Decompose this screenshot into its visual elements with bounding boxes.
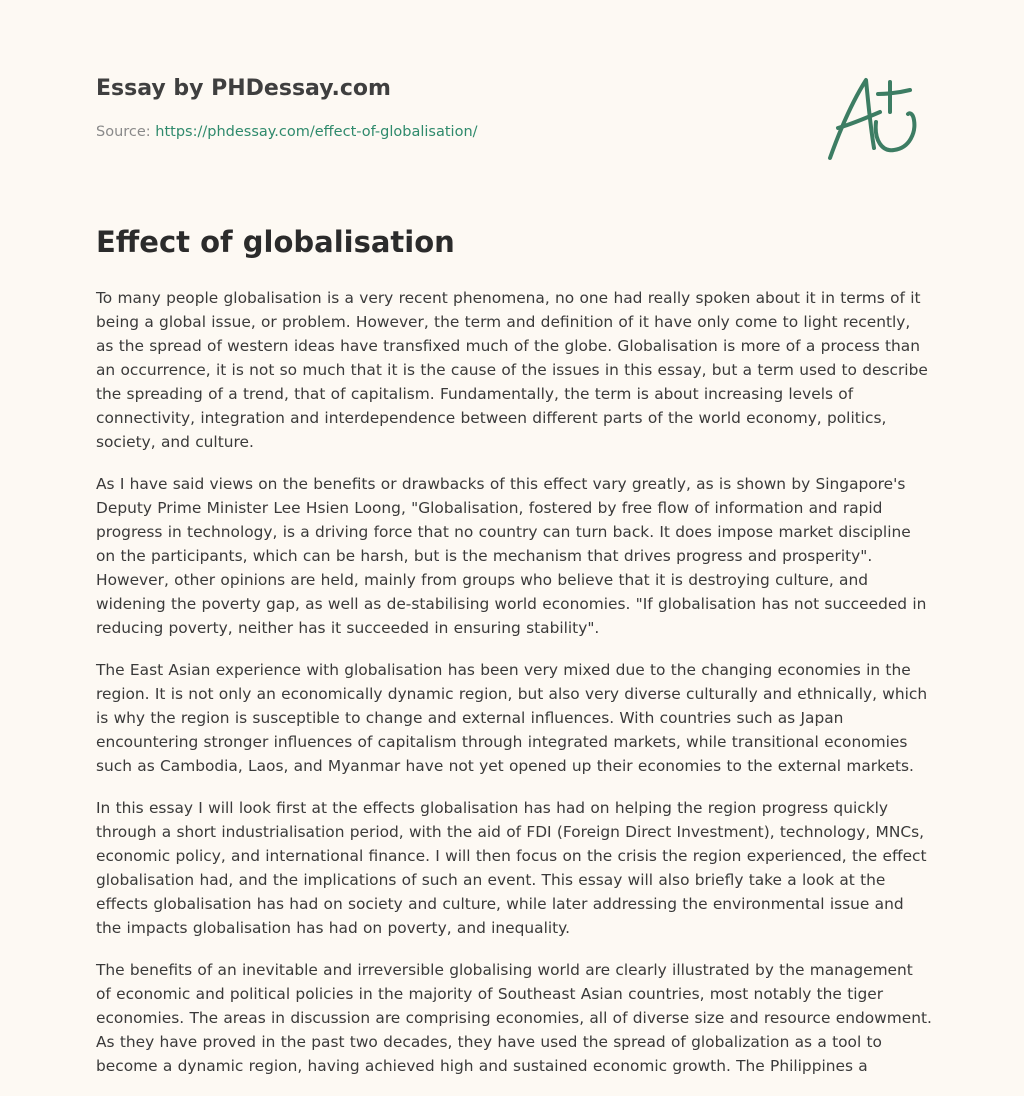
essay-title: Effect of globalisation: [96, 225, 455, 259]
essay-paragraph: The East Asian experience with globalisation has been very mixed due to the changing economies in the region. It is not only an economically dynamic region, but also very diverse culturally and ethnically, which is why the region is susceptible to change and external influences. With countries such as Japan encountering stronger influences of capitalism through integrated markets, while transitional economies such as Cambodia, Laos, and Myanmar have not yet opened up their economies to the external markets.: [96, 661, 928, 775]
brand-title: Essay by PHDessay.com: [96, 76, 391, 101]
essay-body: [96, 286, 932, 1096]
essay-paragraph: In this essay I will look first at the effects globalisation has had on helping the region progress quickly through a short industrialisation period, with the aid of FDI (Foreign Direct Investment), technology, MNCs, economic policy, and international finance. I will then focus on the crisis the region experienced, the effect globalisation had, and the implications of such an event. This essay will also briefly take a look at the effects globalisation has had on society and culture, while later addressing the environmental issue and the impacts globalisation has had on poverty, and inequality.: [96, 799, 927, 937]
source-label: Source:: [96, 124, 156, 140]
a-plus-logo-icon: [818, 66, 930, 166]
essay-paragraph: The benefits of an inevitable and irreversible globalising world are clearly illustrated by the management of economic and political policies in the majority of Southeast Asian countries, most notably the tiger economies. The areas in discussion are comprising economies, all of diverse size and resource endowment. As they have proved in the past two decades, they have used the spread of globalization as a tool to become a dynamic region, having achieved high and sustained economic growth. The Philippines a: [96, 961, 932, 1075]
essay-paragraph: To many people globalisation is a very recent phenomena, no one had really spoken about it in terms of it being a global issue, or problem. However, the term and definition of it have only come to light recently, as the spread of western ideas have transfixed much of the globe. Globalisation is more of a process than an occurrence, it is not so much that it is the cause of the issues in this essay, but a term used to describe the spreading of a trend, that of capitalism. Fundamentally, the term is about increasing levels of connectivity, integration and interdependence between different parts of the world economy, politics, society, and culture.: [96, 289, 928, 451]
source-link[interactable]: https://phdessay.com/effect-of-globalisation/: [155, 124, 478, 140]
essay-paragraph: As I have said views on the benefits or drawbacks of this effect vary greatly, as is shown by Singapore's Deputy Prime Minister Lee Hsien Loong, "Globalisation, fostered by free flow of information and rapid progress in technology, is a driving force that no country can turn back. It does impose market discipline on the participants, which can be harsh, but is the mechanism that drives progress and prosperity". However, other opinions are held, mainly from groups who believe that it is destroying culture, and widening the poverty gap, as well as de-stabilising world economies. "If globalisation has not succeeded in reducing poverty, neither has it succeeded in ensuring stability".: [96, 475, 927, 637]
source-line: [96, 124, 478, 140]
